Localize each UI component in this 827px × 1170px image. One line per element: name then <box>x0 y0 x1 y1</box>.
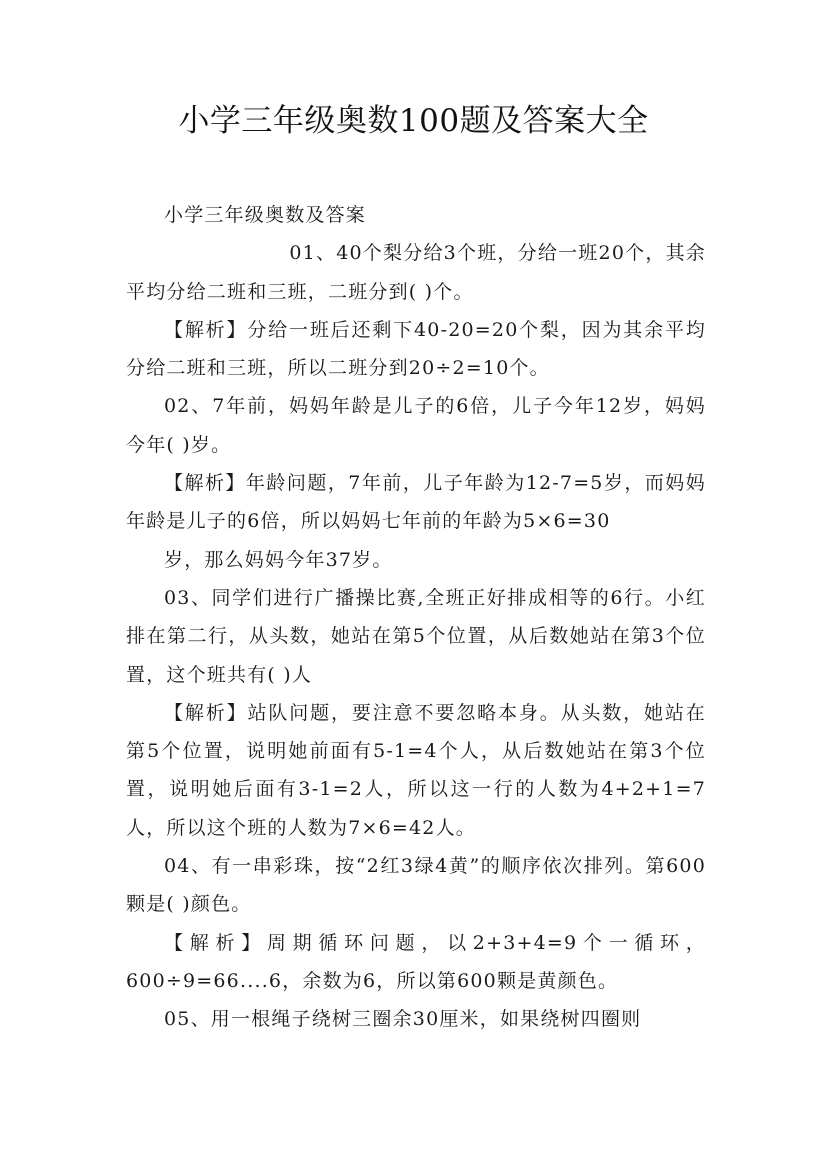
answer-03: 【解析】站队问题，要注意不要忽略本身。从头数，她站在第5个位置，说明她前面有5-1=4个人，从后数她站在第3个位置，说明她后面有3-1=2人，所以这一行的人数为4+2+1=7人，所以这个班的人数为7×6=42人。 <box>126 701 706 839</box>
question-01: 01、40个梨分给3个班，分给一班20个，其余平均分给二班和三班，二班分到( )个。 <box>126 242 706 303</box>
answer-04: 【解析】周期循环问题，以2+3+4=9个一循环，600÷9=66....6，余数为6，所以第600颗是黄颜色。 <box>126 931 706 992</box>
answer-02-continued: 岁，那么妈妈今年37岁。 <box>164 548 393 571</box>
document-subtitle: 小学三年级奥数及答案 <box>164 204 367 226</box>
question-04: 04、有一串彩珠，按“2红3绿4黄”的顺序依次排列。第600颗是( )颜色。 <box>126 855 706 916</box>
document-body <box>126 196 706 1039</box>
answer-01: 【解析】分给一班后还剩下40-20=20个梨，因为其余平均分给二班和三班，所以二班分到20÷2=10个。 <box>126 318 706 380</box>
question-05: 05、用一根绳子绕树三圈余30厘米，如果绕树四圈则 <box>164 1008 642 1031</box>
question-02: 02、7年前，妈妈年龄是儿子的6倍，儿子今年12岁，妈妈今年( )岁。 <box>126 395 706 456</box>
question-03: 03、同学们进行广播操比赛,全班正好排成相等的6行。小红排在第二行，从头数，她站在第5个位置，从后数她站在第3个位置，这个班共有( )人 <box>126 586 706 686</box>
answer-02: 【解析】年龄问题，7年前，儿子年龄为12-7=5岁，而妈妈年龄是儿子的6倍，所以妈妈七年前的年龄为5×6=30 <box>126 472 706 533</box>
document-title: 小学三年级奥数100题及答案大全 <box>178 103 649 139</box>
